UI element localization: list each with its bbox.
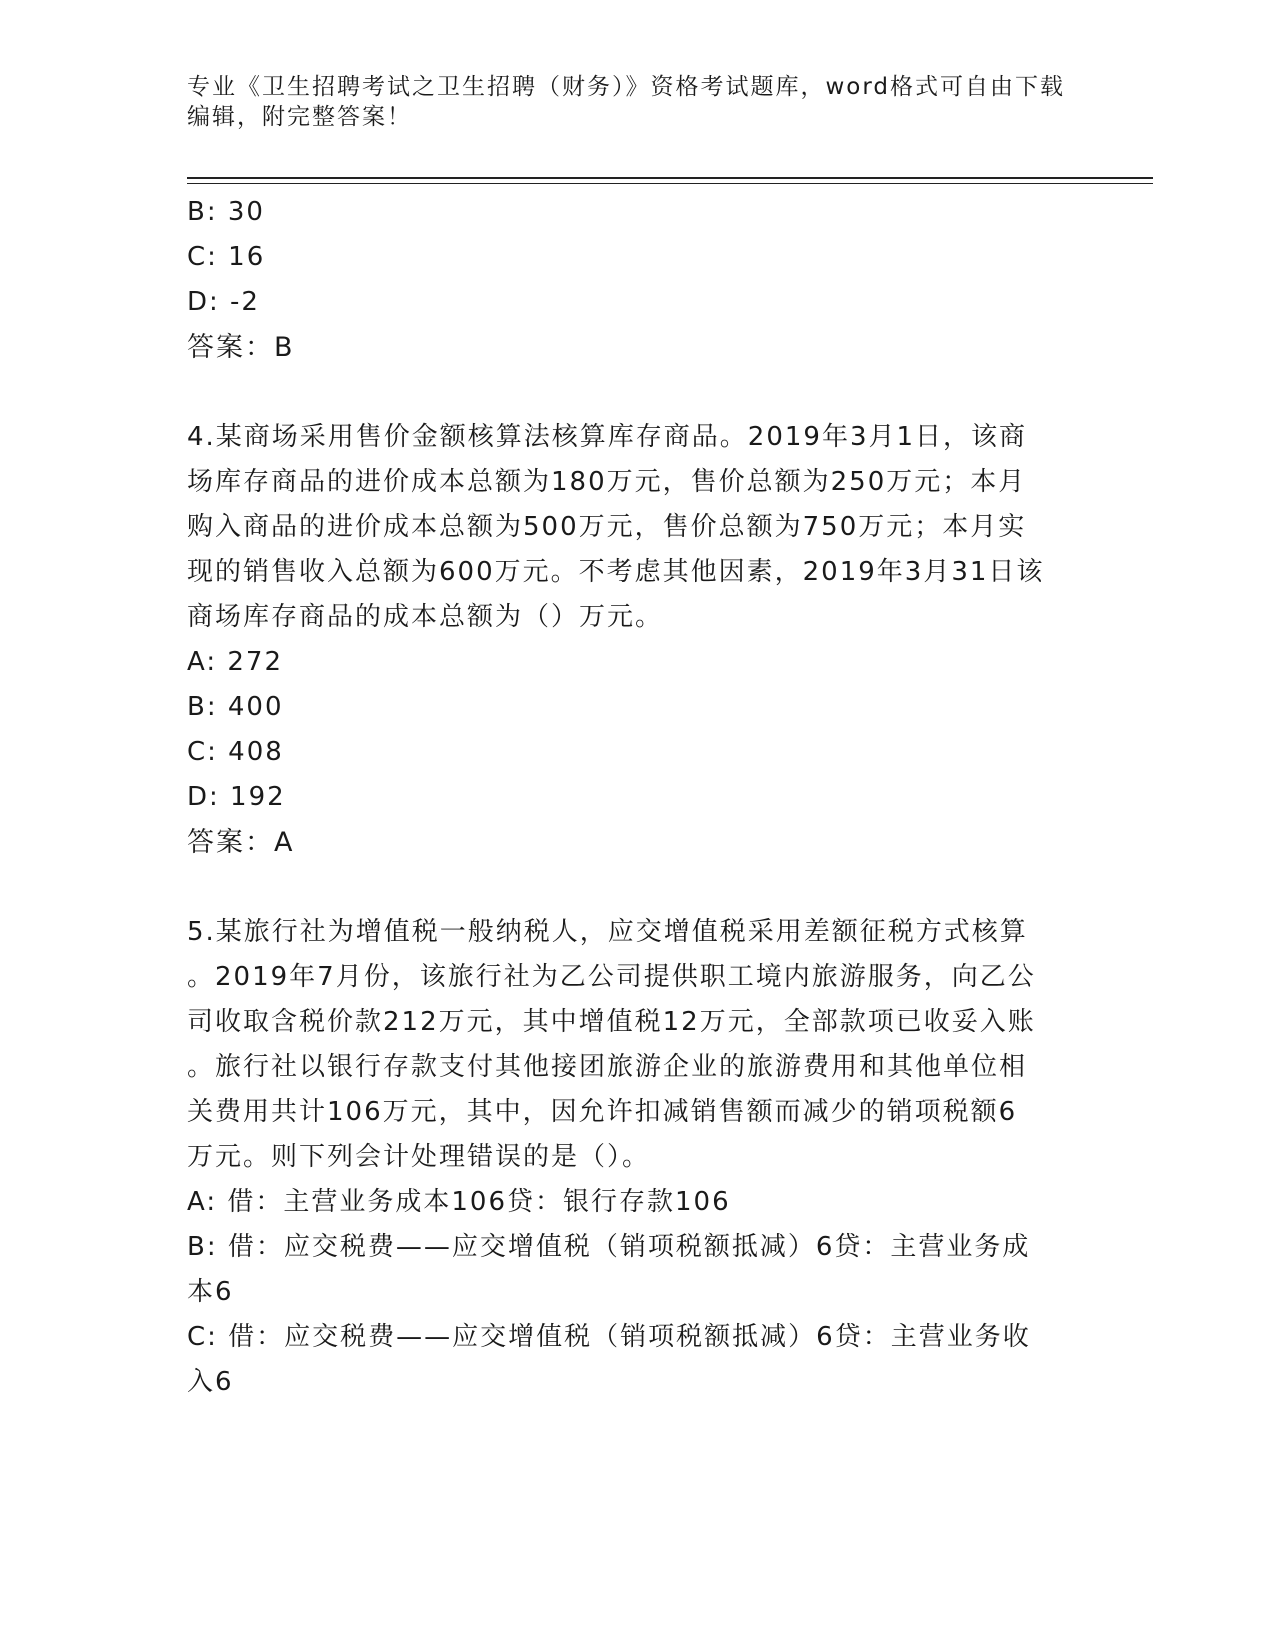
stem-line: 场库存商品的进价成本总额为180万元，售价总额为250万元；本月 (187, 467, 1027, 497)
option-b: B: 30 (187, 197, 265, 227)
option-a: A: 借：主营业务成本106贷：银行存款106 (187, 1187, 731, 1217)
question-5 (187, 910, 1077, 1405)
option-d: D: 192 (187, 782, 286, 812)
stem-line: 。2019年7月份，该旅行社为乙公司提供职工境内旅游服务，向乙公 (187, 962, 1036, 992)
question-stem (187, 910, 1077, 1180)
answer-line: 答案：A (187, 827, 295, 858)
option-b-continued: 本6 (187, 1277, 234, 1307)
stem-line: 商场库存商品的成本总额为（）万元。 (187, 602, 664, 632)
header-divider-thick (187, 177, 1153, 179)
answer-line: 答案：B (187, 332, 295, 363)
stem-line: 司收取含税价款212万元，其中增值税12万元，全部款项已收妥入账 (187, 1007, 1036, 1037)
option-c-continued: 入6 (187, 1367, 234, 1397)
stem-line: 。旅行社以银行存款支付其他接团旅游企业的旅游费用和其他单位相 (187, 1052, 1028, 1082)
stem-line: 万元。则下列会计处理错误的是（）。 (187, 1142, 651, 1172)
option-b: B: 400 (187, 692, 284, 722)
stem-line: 现的销售收入总额为600万元。不考虑其他因素，2019年3月31日该 (187, 557, 1045, 587)
document-header (187, 72, 1067, 132)
option-c: C: 16 (187, 242, 266, 272)
spacer (187, 370, 1077, 415)
option-a: A: 272 (187, 647, 283, 677)
question-4 (187, 415, 1077, 865)
question-3 (187, 190, 1077, 370)
header-line-1: 专业《卫生招聘考试之卫生招聘（财务）》资格考试题库，word格式可自由下载 (187, 74, 1066, 100)
header-divider-thin (187, 183, 1153, 184)
stem-line: 关费用共计106万元，其中，因允许扣减销售额而减少的销项税额6 (187, 1097, 1018, 1127)
header-line-2: 编辑，附完整答案！ (187, 104, 412, 130)
stem-line: 购入商品的进价成本总额为500万元，售价总额为750万元；本月实 (187, 512, 1027, 542)
option-c: C: 借：应交税费——应交增值税（销项税额抵减）6贷：主营业务收 (187, 1322, 1031, 1352)
document-body (187, 190, 1077, 1405)
option-c: C: 408 (187, 737, 284, 767)
stem-line: 5.某旅行社为增值税一般纳税人，应交增值税采用差额征税方式核算 (187, 917, 1028, 947)
option-d: D: -2 (187, 287, 260, 317)
spacer (187, 865, 1077, 910)
option-b: B: 借：应交税费——应交增值税（销项税额抵减）6贷：主营业务成 (187, 1232, 1031, 1262)
question-stem (187, 415, 1077, 640)
stem-line: 4.某商场采用售价金额核算法核算库存商品。2019年3月1日，该商 (187, 422, 1028, 452)
